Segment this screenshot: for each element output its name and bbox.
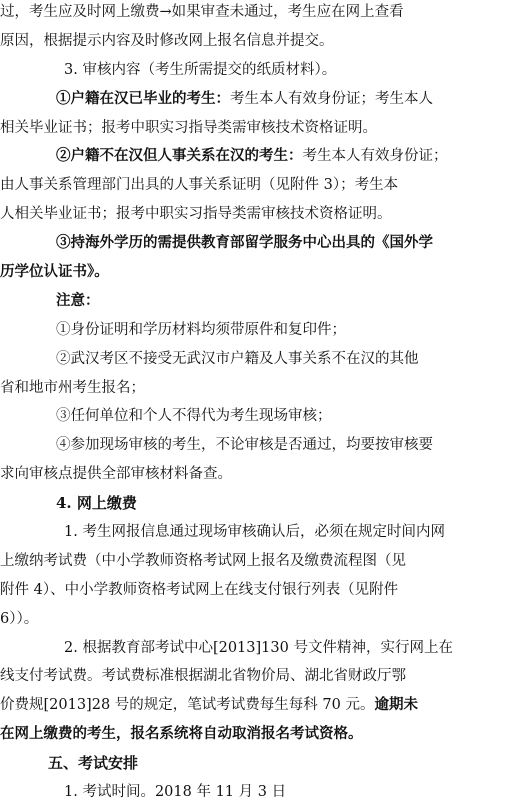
text-span: 价费规[2013]28 号的规定，笔试考试费每生每科 70 元。 bbox=[0, 697, 375, 714]
bold-warning: 逾期未 bbox=[374, 696, 418, 714]
text-span: 6））。 bbox=[0, 610, 39, 627]
text-span: ③持海外学历的需提供教育部留学服务中心出具的《国外学 bbox=[56, 234, 433, 252]
text-line bbox=[0, 695, 418, 715]
text-span: 3. 审核内容（考生所需提交的纸质材料）。 bbox=[64, 61, 337, 78]
notice-item bbox=[56, 435, 433, 455]
text-line bbox=[56, 89, 433, 109]
text-span: ④参加现场审核的考生，不论审核是否通过，均要按审核要 bbox=[56, 437, 433, 454]
text-span: 4. 网上缴费 bbox=[56, 494, 137, 513]
text-line bbox=[64, 522, 445, 542]
text-line bbox=[0, 551, 406, 571]
notice-item bbox=[56, 406, 332, 426]
text-span: 五、考试安排 bbox=[48, 754, 139, 773]
text-line bbox=[64, 782, 286, 802]
text-span: 1. 考试时间。2018 年 11 月 3 日 bbox=[64, 784, 287, 800]
text-span: 考生本人有效身份证； bbox=[302, 148, 448, 165]
text-span: 过，考生应及时网上缴费→如果审查未通过，考生应在网上查看 bbox=[0, 4, 404, 20]
notice-item bbox=[56, 320, 346, 340]
section-5-heading bbox=[48, 753, 138, 773]
text-line bbox=[0, 204, 392, 224]
text-span: ②武汉考区不接受无武汉市户籍及人事关系不在汉的其他 bbox=[56, 350, 419, 367]
text-span: 线支付考试费。考试费标准根据湖北省物价局、湖北省财政厅鄂 bbox=[0, 668, 406, 685]
text-span: 相关毕业证书；报考中职实习指导类需审核技术资格证明。 bbox=[0, 119, 377, 136]
text-span: ①身份证明和学历材料均须带原件和复印件； bbox=[56, 321, 346, 338]
section-item-3-heading bbox=[64, 60, 336, 80]
bold-text-line bbox=[56, 233, 433, 253]
text-line bbox=[0, 175, 398, 195]
text-span: 2. 根据教育部考试中心[2013]130 号文件精神，实行网上在 bbox=[64, 639, 453, 656]
text-span: 考生本人有效身份证；考生本人 bbox=[230, 90, 433, 107]
notice-item bbox=[56, 349, 419, 369]
text-line bbox=[0, 666, 406, 686]
section-4-heading bbox=[56, 493, 137, 513]
text-span: 注意： bbox=[56, 291, 100, 309]
text-span: 省和地市州考生报名； bbox=[0, 379, 145, 396]
bold-text-line bbox=[0, 724, 363, 744]
text-span: 人相关毕业证书；报考中职实习指导类需审核技术资格证明。 bbox=[0, 206, 392, 223]
text-line bbox=[0, 580, 398, 600]
text-line bbox=[56, 146, 448, 166]
text-span: 求向审核点提供全部审核材料备查。 bbox=[0, 466, 232, 483]
text-span: 附件 4）、中小学教师资格考试网上在线支付银行列表（见附件 bbox=[0, 581, 399, 598]
text-line bbox=[0, 378, 145, 398]
text-span: 上缴纳考试费（中小学教师资格考试网上报名及缴费流程图（见 bbox=[0, 552, 406, 569]
text-span: 历学位认证书》。 bbox=[0, 263, 109, 280]
text-span: 由人事关系管理部门出具的人事关系证明（见附件 3）；考生本 bbox=[0, 177, 399, 194]
text-span: ③任何单位和个人不得代为考生现场审核； bbox=[56, 408, 332, 425]
bold-label: ②户籍不在汉但人事关系在汉的考生： bbox=[56, 147, 303, 165]
notice-heading bbox=[56, 291, 100, 311]
bold-label: ①户籍在汉已毕业的考生： bbox=[56, 89, 230, 107]
text-line bbox=[0, 464, 232, 484]
text-span: 原因，根据提示内容及时修改网上报名信息并提交。 bbox=[0, 32, 334, 49]
text-line bbox=[0, 118, 377, 138]
text-line bbox=[64, 638, 453, 658]
text-line bbox=[0, 2, 404, 22]
bold-text-line bbox=[0, 262, 109, 282]
text-line bbox=[0, 609, 38, 629]
text-span: 在网上缴费的考生，报名系统将自动取消报名考试资格。 bbox=[0, 725, 363, 743]
text-line bbox=[0, 31, 334, 51]
text-span: 1. 考生网报信息通过现场审核确认后，必须在规定时间内网 bbox=[64, 524, 445, 540]
